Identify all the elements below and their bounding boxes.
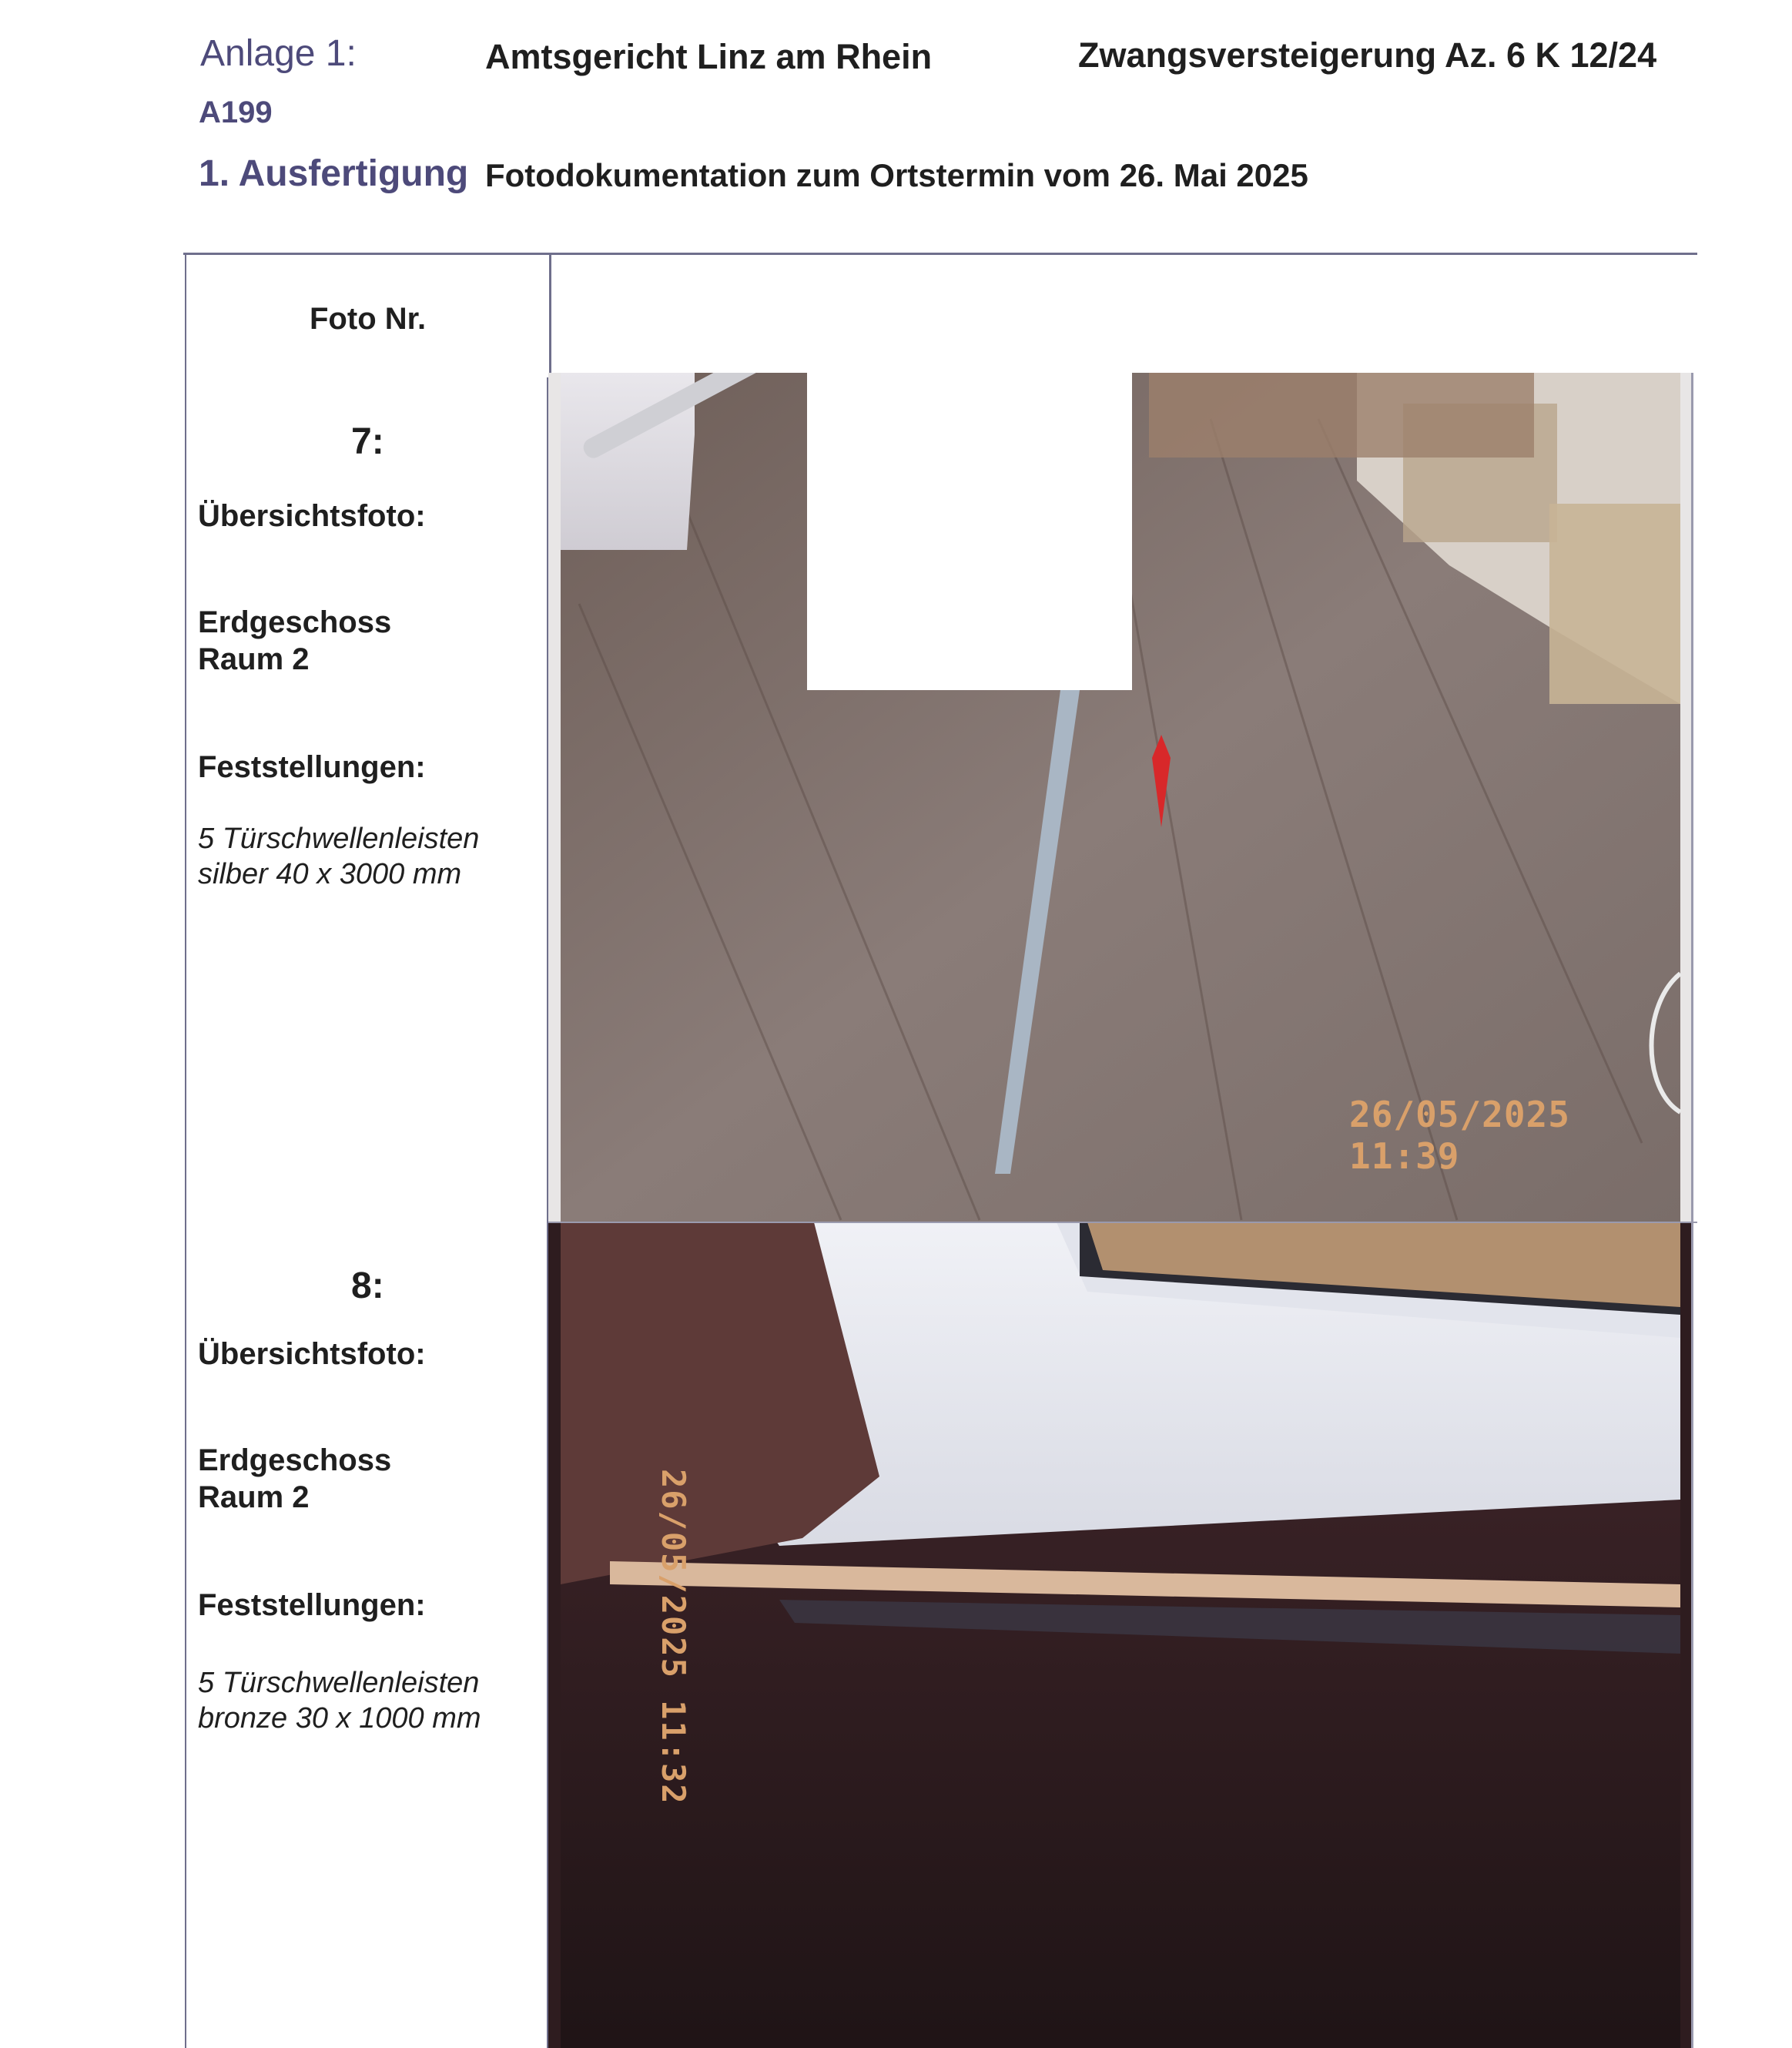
attachment-label: Anlage 1: [200, 33, 357, 74]
photo-type: Übersichtsfoto: [198, 1337, 426, 1371]
findings-text-line2: bronze 30 x 1000 mm [198, 1702, 481, 1735]
document-title: Fotodokumentation zum Ortstermin vom 26. Mai 2025 [485, 157, 1308, 193]
table-right-border [1691, 373, 1693, 2048]
photo-timestamp: 26/05/2025 11:39 [1349, 1094, 1570, 1177]
room-label: Raum 2 [198, 1480, 310, 1514]
findings-label: Feststellungen: [198, 750, 426, 784]
photo-8-image [548, 1222, 1693, 2048]
table-top-border [183, 253, 1697, 255]
findings-text-line2: silber 40 x 3000 mm [198, 858, 462, 890]
findings-label: Feststellungen: [198, 1588, 426, 1622]
photo-timestamp: 26/05/2025 11:32 [655, 1469, 692, 1805]
photo-number: 7: [351, 421, 384, 462]
column-divider [549, 254, 551, 377]
photo-type: Übersichtsfoto: [198, 499, 426, 533]
foto-number-header: Foto Nr. [310, 302, 427, 336]
photo-divider [548, 1222, 1697, 1223]
photo-8 [548, 1222, 1693, 2048]
photo-7 [548, 373, 1693, 1222]
copy-label: 1. Ausfertigung [199, 153, 469, 194]
photo-number: 8: [351, 1265, 384, 1306]
reference-code: A199 [199, 96, 273, 129]
findings-text-line1: 5 Türschwellenleisten [198, 1667, 480, 1699]
case-number: Zwangsversteigerung Az. 6 K 12/24 [1078, 35, 1657, 75]
table-left-border [185, 254, 186, 2048]
floor-label: Erdgeschoss [198, 605, 392, 639]
room-label: Raum 2 [198, 642, 310, 676]
findings-text-line1: 5 Türschwellenleisten [198, 823, 480, 855]
floor-label: Erdgeschoss [198, 1443, 392, 1477]
court-name: Amtsgericht Linz am Rhein [485, 37, 933, 76]
